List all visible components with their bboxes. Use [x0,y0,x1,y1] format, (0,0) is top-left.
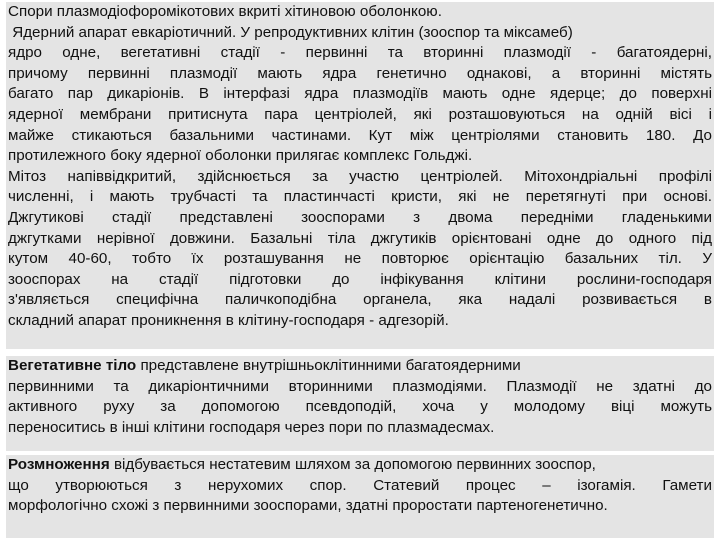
text-block-spores-nucleus [6,2,714,349]
text-fragment: відбувається нестатевим шляхом за допомогою первинних зооспор, [109,456,596,473]
text-line: переноситись в інші клітини господаря через пори по плазмадесмах. [8,418,495,436]
text-line-first [8,356,712,377]
text-block-vegetative-body [6,356,714,451]
text-line-first [8,455,712,476]
text-line: зооспорах на стадії підготовки до інфікування клітини рослини-господаря [8,270,712,288]
text-line: Джгутикові стадії представлені зооспорами з двома передніми гладенькими [8,208,712,226]
text-line: Ядерний апарат евкаріотичний. У репродуктивних клітин (зооспор та міксамеб) [8,23,573,41]
text-line: джгутками нерівної довжини. Базальні тіла джгутиків орієнтовані одне до одного під [8,229,712,247]
text-line: Спори плазмодіофоромікотових вкриті хітиновою оболонкою. [8,3,442,20]
text-line: протилежного боку ядерної оболонки прилягає комплекс Гольджі. [8,147,473,165]
text-line: майже стикаються базальними частинами. Кут між центріолями становить 180. До [8,126,712,144]
text-line: Мітоз напіввідкритий, здійснюється за участю центріолей. Мітохондріальні профілі [8,167,712,185]
text-block-reproduction [6,455,714,538]
text-line: з'являється специфічна паличкоподібна органела, яка надалі розвивається в [8,291,712,309]
text-fragment: представлене внутрішньоклітинними багатоядерними [136,357,521,374]
term-reproduction: Розмноження [8,456,110,473]
text-line: ядро одне, вегетативні стадії - первинні та вторинні плазмодії - багатоядерні, [8,44,712,62]
text-line: морфологічно схожі з первинними зооспорами, здатні проростати партеногенетично. [8,497,608,515]
text-line: численні, і мають трубчасті та пластинчасті кристи, які не перетягнуті при основі. [8,188,712,206]
term-vegetative-body: Вегетативне тіло [8,357,137,374]
text-line: причому первинні плазмодії мають ядра генетично однакові, а вторинні містять [8,64,712,82]
text-line: кутом 40-60, тобто їх розташування не повторює орієнтацію базальних тіл. У [8,250,712,268]
text-line: первинними та дикаріонтичними вторинними плазмодіями. Плазмодії не здатні до [8,377,712,395]
text-line: що утворюються з нерухомих спор. Статевий процес – ізогамія. Гамети [8,476,712,494]
text-line: ядерної мембрани притиснута пара центріолей, які розташовуються на одній вісі і [8,105,712,123]
text-line: багато пар дикаріонів. В інтерфазі ядра плазмодіїв мають одне ядерце; до поверхні [8,85,712,103]
text-line: складний апарат проникнення в клітину-господаря - адгезорій. [8,311,449,329]
text-line: активного руху за допомогою псевдоподій, хоча у молодому віці можуть [8,398,712,416]
